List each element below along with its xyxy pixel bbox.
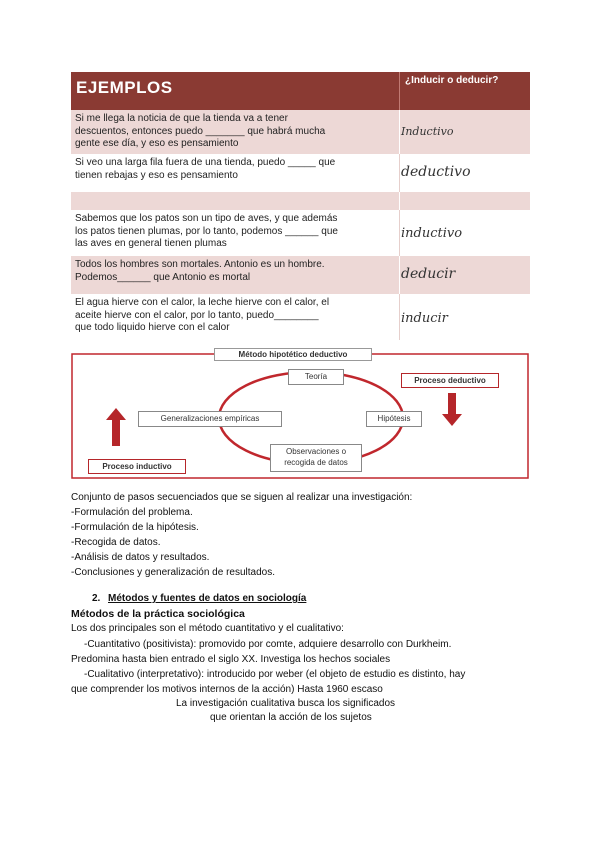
row-answer: deducir (401, 266, 456, 282)
table-row (71, 154, 530, 192)
label-proceso-inductivo: Proceso inductivo (88, 459, 186, 474)
row-text: Si me llega la noticia de que la tienda va a tener descuentos, entonces puedo _______ que habrá mucha gente ese día, y eso es pensamiento (75, 113, 326, 149)
table-row-empty (71, 192, 530, 210)
step-item: -Formulación del problema. (71, 507, 193, 518)
intro-text: Conjunto de pasos secuenciados que se siguen al realizar una investigación: (71, 492, 413, 503)
step-item: -Formulación de la hipótesis. (71, 522, 199, 533)
section-title: Métodos y fuentes de datos en sociología (108, 593, 307, 604)
paragraph: Predomina hasta bien entrado el siglo XX. Investiga los hechos sociales (71, 654, 391, 665)
label-proceso-deductivo: Proceso deductivo (401, 373, 499, 388)
node-observaciones: Observaciones o recogida de datos (270, 444, 362, 472)
table-header (71, 72, 530, 110)
row-text: Si veo una larga fila fuera de una tienda, puedo _____ que tienen rebajas y eso es pensamiento (75, 157, 336, 181)
paragraph: -Cualitativo (interpretativo): introducido por weber (el objeto de estudio es distinto, hay (84, 669, 466, 680)
paragraph: que comprender los motivos internos de la acción) Hasta 1960 escaso (71, 684, 383, 695)
section-number: 2. (92, 593, 101, 604)
step-item: -Recogida de datos. (71, 537, 161, 548)
hypothetico-deductive-diagram (71, 348, 531, 480)
header-examples: EJEMPLOS (76, 78, 173, 97)
header-induce-deduce: ¿Inducir o deducir? (405, 75, 499, 86)
node-teoria: Teoría (288, 369, 344, 385)
table-row (71, 110, 530, 154)
paragraph: La investigación cualitativa busca los significados (176, 698, 396, 709)
paragraph: Los dos principales son el método cuantitativo y el cualitativo: (71, 623, 344, 634)
diagram-title: Método hipotético deductivo (214, 348, 372, 361)
row-answer: Inductivo (401, 125, 454, 138)
table-row (71, 294, 530, 340)
table-row (71, 256, 530, 294)
row-answer: inducir (401, 311, 448, 326)
row-text: Sabemos que los patos son un tipo de aves, y que además los patos tienen plumas, por lo tanto, podemos ______ que las aves en general tienen plumas (75, 213, 338, 249)
paragraph: -Cuantitativo (positivista): promovido por comte, adquiere desarrollo con Durkheim. (84, 639, 452, 650)
row-answer: deductivo (401, 164, 471, 180)
step-item: -Análisis de datos y resultados. (71, 552, 210, 563)
paragraph: que orientan la acción de los sujetos (210, 712, 372, 723)
table-row (71, 210, 530, 256)
row-text: El agua hierve con el calor, la leche hierve con el calor, el aceite hierve con el calor, por lo tanto, puedo________ que todo liquido hierve con el calor (75, 297, 330, 333)
row-answer: inductivo (401, 226, 463, 241)
row-text: Todos los hombres son mortales. Antonio es un hombre. Podemos______ que Antonio es mortal (75, 259, 325, 283)
node-hipotesis: Hipótesis (366, 411, 422, 427)
step-item: -Conclusiones y generalización de resultados. (71, 567, 276, 578)
node-generalizaciones: Generalizaciones empíricas (138, 411, 282, 427)
subtitle: Métodos de la práctica sociológica (71, 608, 245, 620)
